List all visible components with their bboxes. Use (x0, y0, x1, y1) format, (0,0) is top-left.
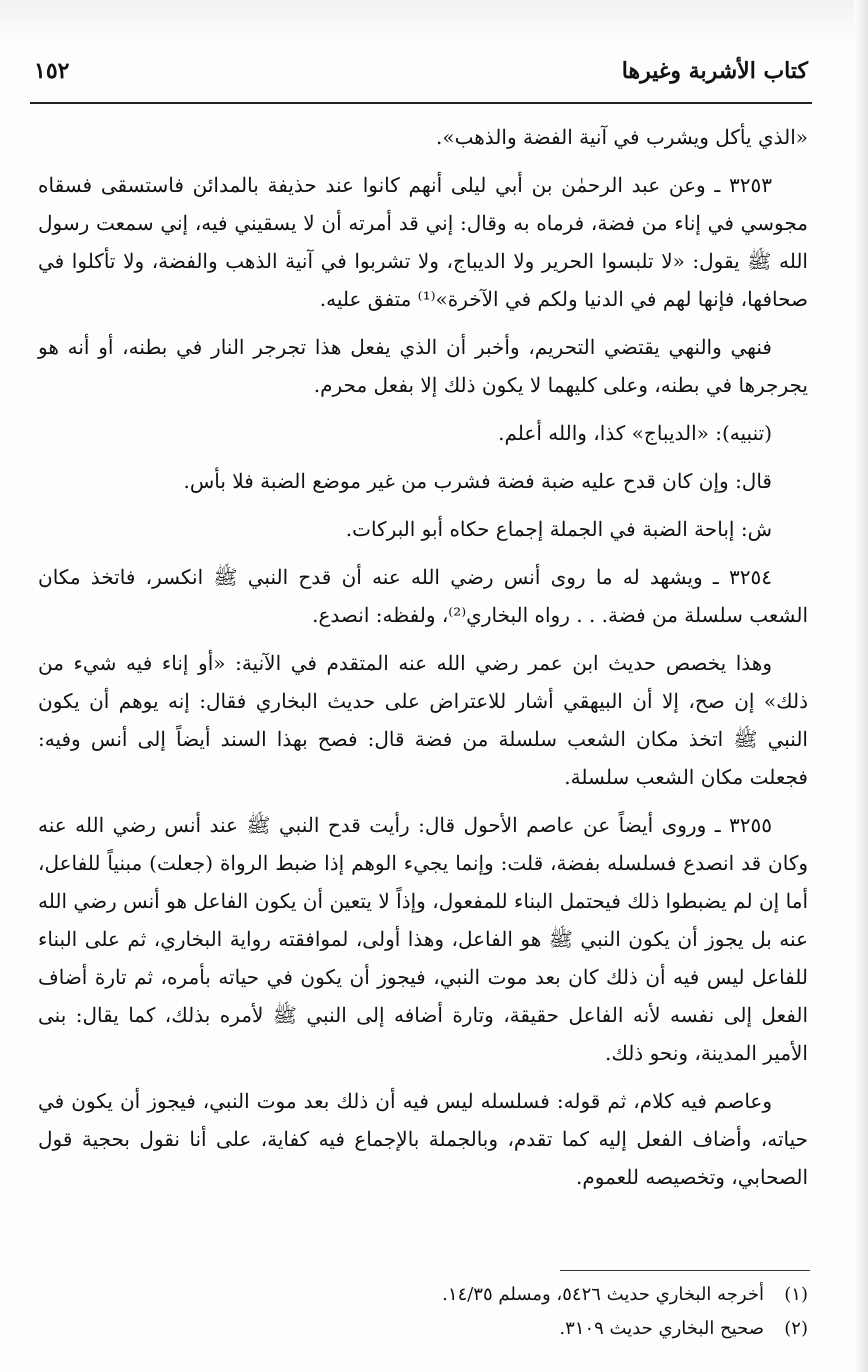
page-number: ١٥٢ (34, 58, 70, 84)
footnote-number: (٢) (784, 1318, 808, 1339)
paragraph: ٣٢٥٤ ـ ويشهد له ما روى أنس رضي الله عنه أن قدح النبي ﷺ انكسر، فاتخذ مكان الشعب سلسلة من فضة. . . رواه البخاري⁽²⁾، ولفظه: انصدع. (38, 565, 808, 627)
paragraph: ٣٢٥٥ ـ وروى أيضاً عن عاصم الأحول قال: رأيت قدح النبي ﷺ عند أنس رضي الله عنه وكان قد انصدع فسلسله بفضة، قلت: وإنما يجيء الوهم إذا ضبط الرواة (جعلت) مبنياً للفاعل، أما إن لم يضبطوا ذلك فيحتمل البناء للمفعول، وإذاً لا يتعين أن يكون الفاعل هو أنس رضي الله عنه بل يجوز أن يكون النبي ﷺ هو الفاعل، وهذا أولى، لموافقته رواية البخاري، ثم على البناء للفاعل ليس فيه أن ذلك كان بعد موت النبي، فيجوز أن يكون في حياته بأمره، ثم تارة أضاف الفعل إلى نفسه لأنه الفاعل حقيقة، وتارة أضافه إلى النبي ﷺ لأمره بذلك، كما يقال: بنى الأمير المدينة، ونحو ذلك. (38, 813, 809, 1065)
paragraph: وعاصم فيه كلام، ثم قوله: فسلسله ليس فيه أن ذلك بعد موت النبي، فيجوز أن يكون في حياته، وأضاف الفعل إليه كما تقدم، وبالجملة بالإجماع فيه كفاية، على أنا نقول بحجية قول الصحابي، وتخصيصه للعموم. (38, 1089, 809, 1189)
paragraph: «الذي يأكل ويشرب في آنية الفضة والذهب». (436, 125, 808, 149)
footnote-number: (١) (784, 1284, 808, 1305)
chapter-title: كتاب الأشربة وغيرها (621, 58, 808, 84)
paragraph: قال: وإن كان قدح عليه ضبة فضة فشرب من غير موضع الضبة فلا بأس. (183, 469, 772, 493)
paragraph: ش: إباحة الضبة في الجملة إجماع حكاه أبو البركات. (345, 517, 772, 541)
footnote (330, 1278, 808, 1312)
paragraph: (تنبيه): «الديباج» كذا، والله أعلم. (498, 421, 772, 445)
paragraph: وهذا يخصص حديث ابن عمر رضي الله عنه المتقدم في الآنية: «أو إناء فيه شيء من ذلك» إن صح، إلا أن البيهقي أشار للاعتراض على حديث البخاري فقال: إنه يوهم أن يكون النبي ﷺ اتخذ مكان الشعب سلسلة من فضة قال: فصح بهذا السند أيضاً إلى أنس وفيه: فجعلت مكان الشعب سلسلة. (38, 651, 808, 789)
scan-shadow-right (854, 0, 868, 1372)
footnote (330, 1312, 808, 1346)
footnote-text: صحيح البخاري حديث ٣١٠٩. (559, 1318, 764, 1339)
footnotes (330, 1278, 808, 1346)
running-header (34, 58, 808, 92)
header-rule (30, 102, 812, 104)
footnote-text: أخرجه البخاري حديث ٥٤٢٦، ومسلم ١٤/٣٥. (442, 1284, 764, 1305)
footnote-rule (560, 1270, 810, 1271)
scan-shadow-top (0, 0, 868, 40)
paragraph: فنهي والنهي يقتضي التحريم، وأخبر أن الذي يفعل هذا تجرجر النار في بطنه، أو أنه هو يجرجرها في بطنه، وعلى كليهما لا يكون ذلك إلا بفعل محرم. (38, 335, 808, 397)
paragraph: ٣٢٥٣ ـ وعن عبد الرحمٰن بن أبي ليلى أنهم كانوا عند حذيفة بالمدائن فاستسقى فسقاه مجوسي في إناء من فضة، فرماه به وقال: إني قد أمرته أن لا يسقيني فيه، إني سمعت رسول الله ﷺ يقول: «لا تلبسوا الحرير ولا الديباج، ولا تشربوا في آنية الذهب والفضة، ولا تأكلوا في صحافها، فإنها لهم في الدنيا ولكم في الآخرة»⁽¹⁾ متفق عليه. (38, 173, 808, 311)
main-text (38, 118, 808, 1206)
